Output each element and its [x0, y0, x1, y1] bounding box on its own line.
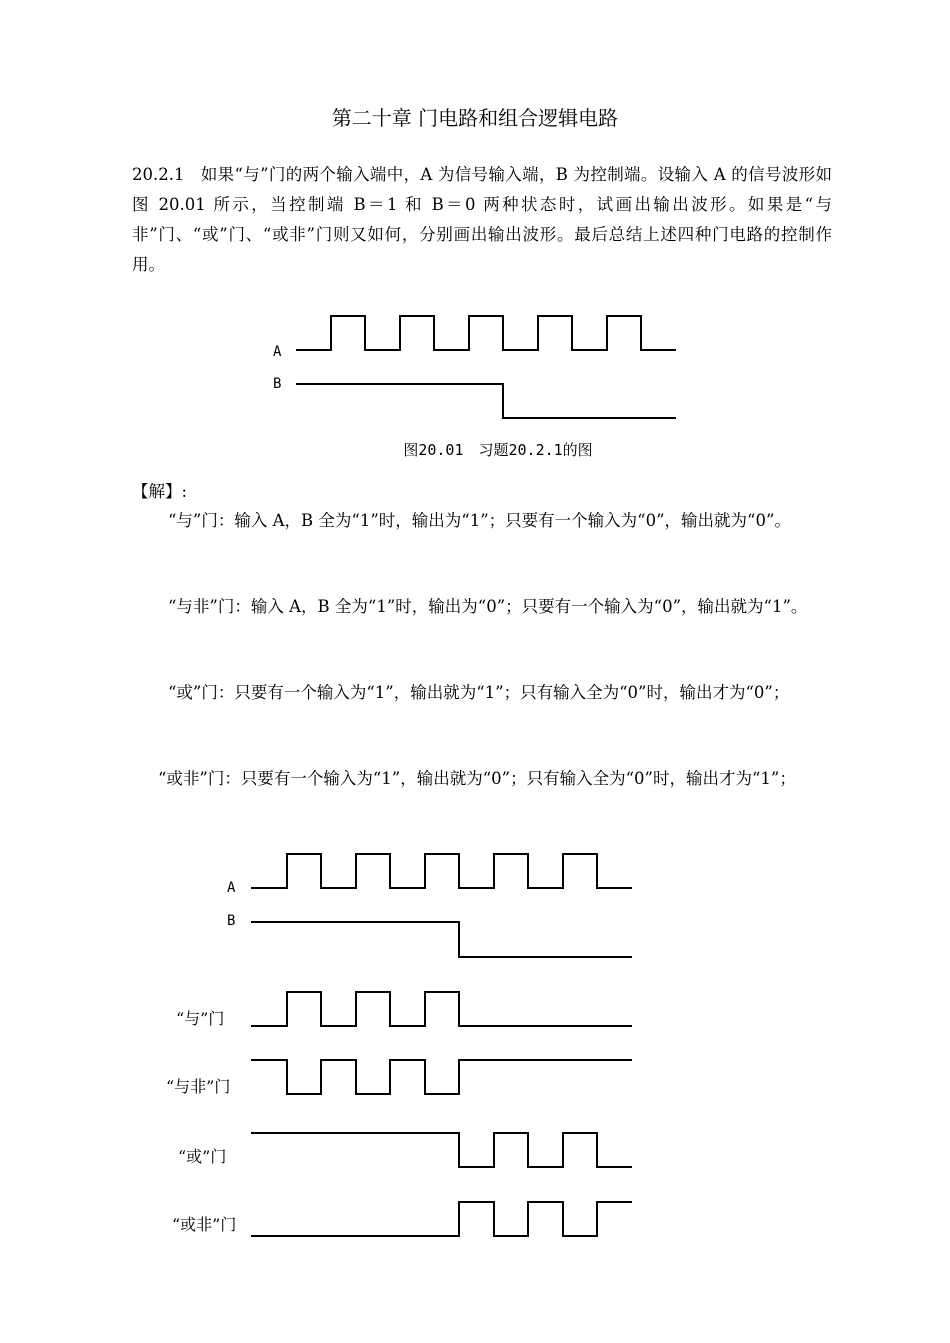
- solution-nand-gate: “与非”门：输入 A，B 全为“1”时，输出为“0”；只要有一个输入为“0”，输出就为“1”。: [168, 597, 808, 616]
- problem-number: 20.2.1: [132, 165, 185, 184]
- fig2-label-a: A: [227, 880, 236, 896]
- wave-nand-output: [251, 1060, 632, 1094]
- problem-text: 如果“与”门的两个输入端中，A 为信号输入端，B 为控制端。设输入 A 的信号波形如图 20.01 所示，当控制端 B＝1 和 B＝0 两种状态时，试画出输出波形。如果是“与非”门、“或”门、“或非”门则又如何，分别画出输出波形。最后总结上述四种门电路的控制作用。: [132, 165, 832, 274]
- label-or-gate: “或”门: [178, 1147, 227, 1166]
- page-title: 第二十章 门电路和组合逻辑电路: [331, 106, 619, 130]
- wave-or-output: [251, 1133, 632, 1167]
- label-nand-gate: “与非”门: [166, 1077, 231, 1096]
- solution-or-gate: “或”门：只要有一个输入为“1”，输出就为“1”；只有输入全为“0”时，输出才为“0”；: [168, 683, 790, 702]
- solution-and-gate: “与”门：输入 A，B 全为“1”时，输出为“1”；只要有一个输入为“0”，输出就为“0”。: [168, 511, 791, 530]
- fig2-wave-a: [251, 854, 632, 888]
- solution-header: 【解】:: [132, 482, 188, 501]
- fig2-label-b: B: [227, 913, 236, 929]
- fig1-label-b: B: [273, 376, 282, 392]
- solution-nor-gate: “或非”门：只要有一个输入为“1”，输出就为“0”；只有输入全为“0”时，输出才为“1”；: [158, 769, 796, 788]
- wave-and-output: [251, 992, 632, 1026]
- fig2-wave-b: [251, 922, 632, 957]
- label-and-gate: “与”门: [176, 1009, 225, 1028]
- figure-caption: 图20.01 习题20.2.1的图: [403, 441, 593, 459]
- wave-nor-output: [251, 1202, 632, 1236]
- fig1-label-a: A: [273, 344, 282, 360]
- label-nor-gate: “或非”门: [172, 1215, 237, 1234]
